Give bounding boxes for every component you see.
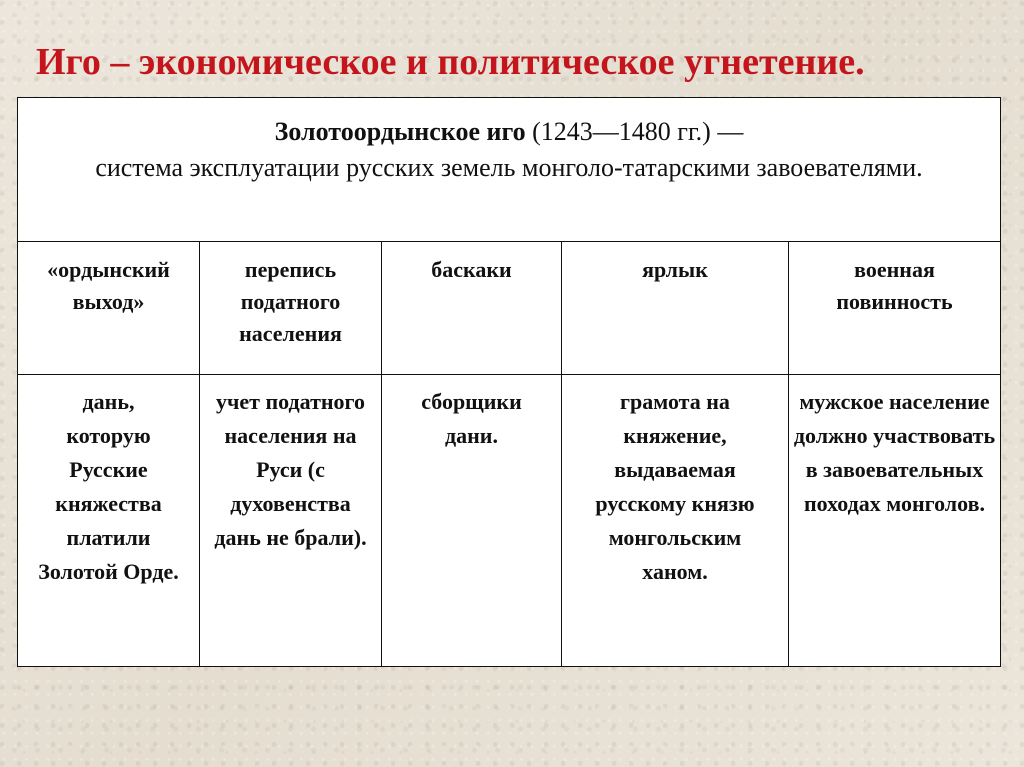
definition-period: (1243—1480 гг.) — [532,117,744,146]
column-definition-ordynsky-vykhod: дань, которую Русские княжества платили Золотой Орде. [18,375,200,667]
column-header-perepis: перепись податного населения [200,242,382,375]
definition-term: Золотоордынское иго [274,117,526,146]
column-header-yarlyk: ярлык [562,242,789,375]
column-definition-baskaki: сборщики дани. [382,375,562,667]
column-header-baskaki: баскаки [382,242,562,375]
headers-row [18,242,1001,375]
column-definition-perepis: учет податного населения на Руси (с духовенства дань не брали). [200,375,382,667]
column-header-ordynsky-vykhod: «ордынский выход» [18,242,200,375]
column-header-voennaya-povinnost: военная повинность [789,242,1001,375]
yoke-table [17,97,1001,667]
slide-title: Иго – экономическое и политическое угнетение. [36,41,865,83]
definitions-row [18,375,1001,667]
definition-cell [18,98,1001,242]
definition-description: система эксплуатации русских земель монголо-татарскими завоевателями. [95,153,923,182]
definition-row [18,98,1001,242]
column-definition-voennaya-povinnost: мужское население должно участвовать в завоевательных походах монголов. [789,375,1001,667]
column-definition-yarlyk: грамота на княжение, выдаваемая русскому князю монгольским ханом. [562,375,789,667]
